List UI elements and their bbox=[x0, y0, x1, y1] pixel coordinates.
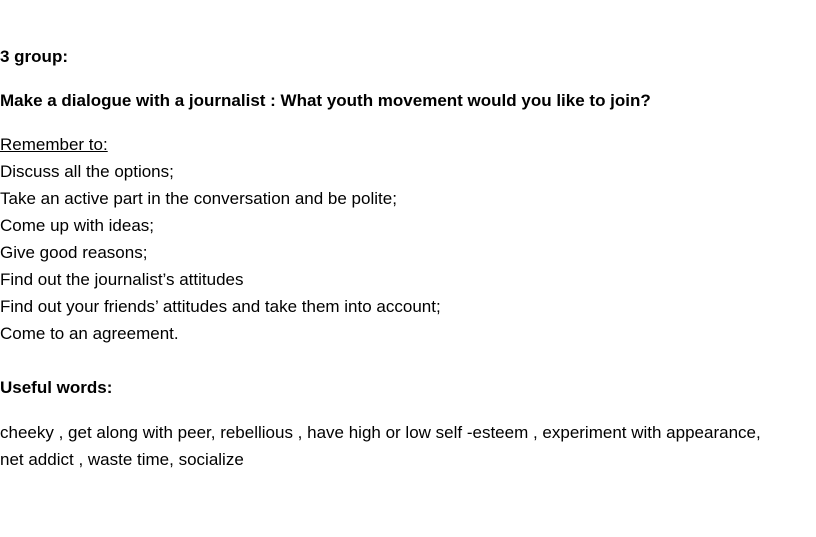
remember-item: Take an active part in the conversation and be polite; bbox=[0, 189, 397, 208]
remember-item: Find out the journalist’s attitudes bbox=[0, 270, 244, 289]
group-heading: 3 group: bbox=[0, 47, 68, 66]
useful-words-list: cheeky , get along with peer, rebellious , have high or low self -esteem , experiment with appearance, bbox=[0, 423, 761, 442]
useful-words-list: net addict , waste time, socialize bbox=[0, 450, 244, 469]
remember-heading: Remember to: bbox=[0, 135, 108, 154]
remember-item: Find out your friends’ attitudes and take them into account; bbox=[0, 297, 441, 316]
task-statement: Make a dialogue with a journalist : What youth movement would you like to join? bbox=[0, 91, 651, 110]
remember-item: Come to an agreement. bbox=[0, 324, 179, 343]
remember-item: Come up with ideas; bbox=[0, 216, 155, 235]
remember-item: Discuss all the options; bbox=[0, 162, 174, 181]
remember-item: Give good reasons; bbox=[0, 243, 148, 262]
useful-words-heading: Useful words: bbox=[0, 378, 113, 397]
